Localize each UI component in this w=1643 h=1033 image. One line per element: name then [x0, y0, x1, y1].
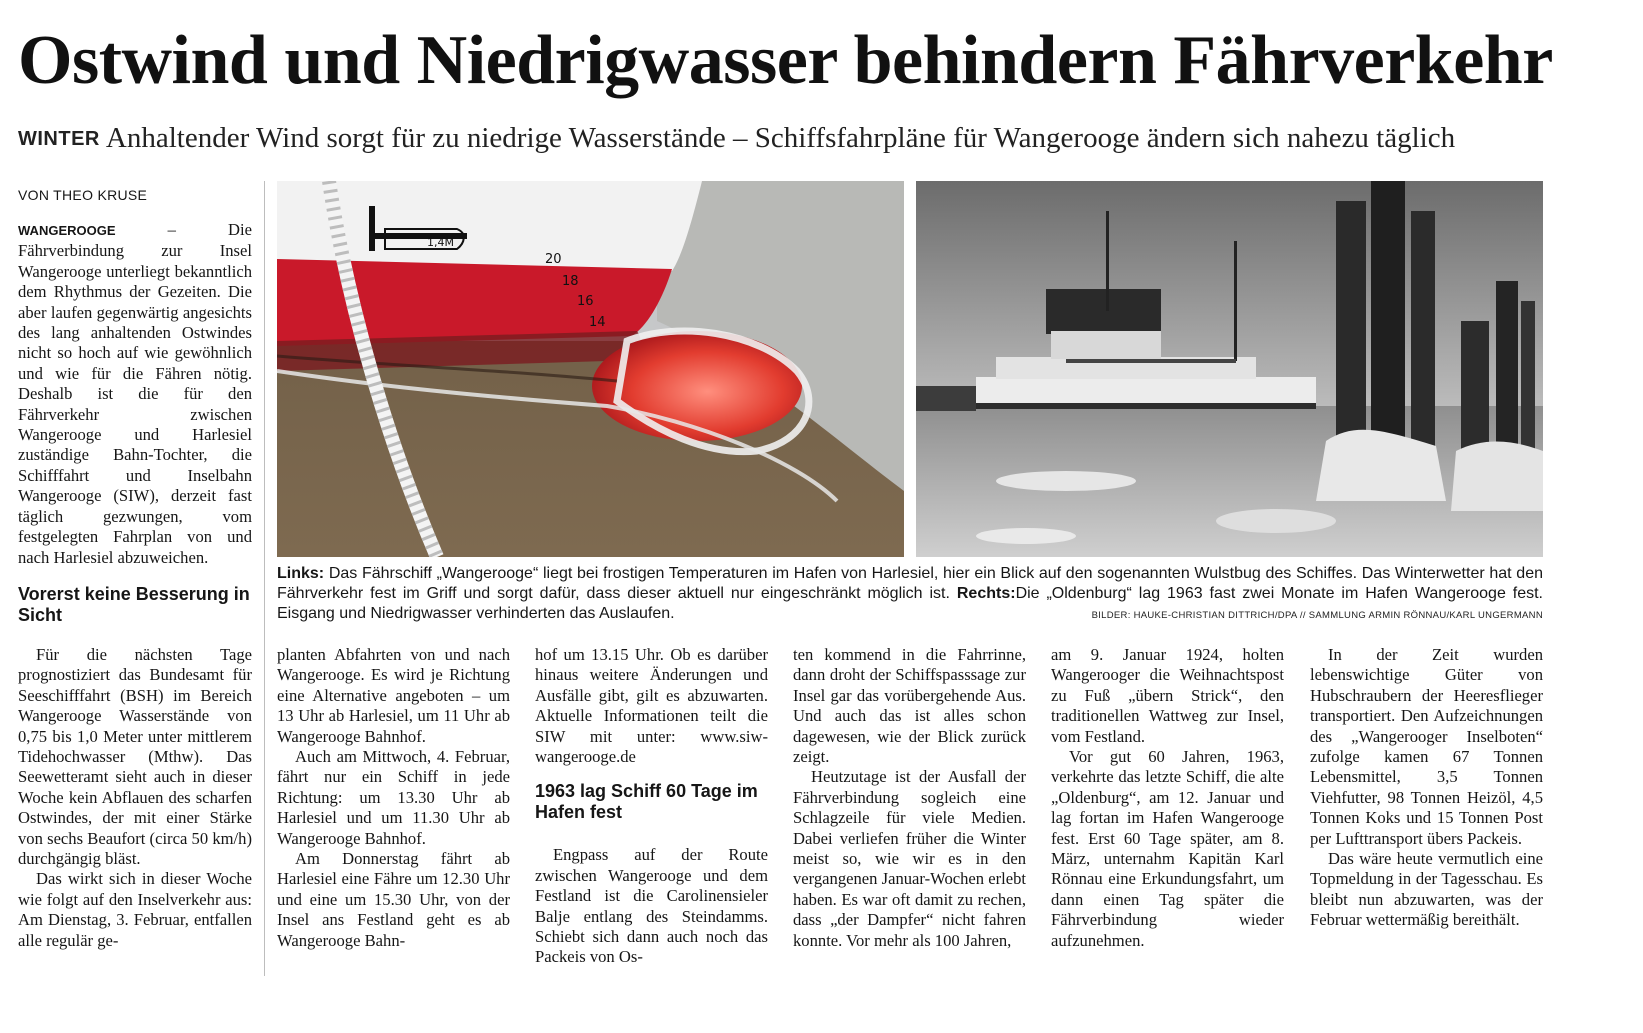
column-rule — [264, 640, 265, 975]
draft-number-14: 14 — [589, 315, 606, 330]
body-column-6 — [1310, 645, 1543, 931]
draft-number-20: 20 — [545, 252, 562, 267]
paragraph: In der Zeit wurden lebenswichtige Güter von Hubschraubern der Heeresflieger transportiert. Den Aufzeichnungen des „Wangerooger Inselboten“ zufolge kamen 67 Tonnen Lebensmittel, 3,5 Tonnen Viehfutter, 98 Tonnen Heizöl, 4,5 Tonnen Koks und 15 Tonnen Post per Lufttransport übers Packeis. — [1310, 645, 1543, 848]
body-column-4 — [793, 645, 1026, 951]
byline: VON THEO KRUSE — [18, 187, 148, 203]
paragraph: ten kommend in die Fahrrinne, dann droht der Schiffspasssage zur Insel gar das vorübergehende Aus. Und auch das ist alles schon dagewesen, wie der Blick zurück zeigt. — [793, 645, 1026, 767]
body-column-5 — [1051, 645, 1284, 951]
body-column-2 — [277, 645, 510, 951]
paragraph: Heutzutage ist der Ausfall der Fährverbindung sogleich eine Schlagzeile für viele Medien. Dabei verliefen früher die Winter meist so, wie wir es in den vergangenen Januar-Wochen erlebt haben. Es war oft damit zu rechen, dass „der Dampfer“ nicht fahren konnte. Vor mehr als 100 Jahren, — [793, 767, 1026, 950]
caption-rechts-label: Rechts: — [956, 585, 1016, 602]
intro-text: – Die Fährverbindung zur Insel Wangerooge unterliegt bekanntlich dem Rhythmus der Gezeiten. Die aber laufen gegenwärtig angesichts des lang anhaltenden Ostwindes nicht so hoch auf wie gewöhnlich und wie für die Fähren nötig. Deshalb ist die für den Fährverkehr zwischen Wangerooge und Harlesiel zuständige Bahn-Tochter, die Schifffahrt und Inselbahn Wangerooge (SIW), derzeit fast täglich gezwungen, vom festgelegten Fahrplan von und nach Harlesiel abzuweichen. — [18, 220, 252, 567]
paragraph: Am Donnerstag fährt ab Harlesiel eine Fähre um 12.30 Uhr und eine um 15.30 Uhr, von der Insel ans Festland geht es ab Wangerooge Bahn- — [277, 849, 510, 950]
paragraph: Vor gut 60 Jahren, 1963, verkehrte das letzte Schiff, die alte „Oldenburg“, am 12. Januar und lag fortan im Hafen Wangerooge fest. Erst 60 Tage später, am 8. März, unternahm Kapitän Karl Rönnau eine Erkundungsfahrt, um dann einen Tag später die Fährverbindung wieder aufzunehmen. — [1051, 747, 1284, 950]
subhead-vorerst: Vorerst keine Besserung in Sicht — [18, 583, 250, 625]
kicker: WINTER — [18, 128, 100, 150]
photo-credit: BILDER: HAUKE-CHRISTIAN DITTRICH/DPA // SAMMLUNG ARMIN RÖNNAU/KARL UNGERMANN — [1091, 610, 1543, 621]
paragraph: Auch am Mittwoch, 4. Februar, fährt nur ein Schiff in jede Richtung: um 13.30 Uhr ab Harlesiel und um 11.30 Uhr ab Wangerooge Bahnhof. — [277, 747, 510, 848]
subline-text: Anhaltender Wind sorgt für zu niedrige Wasserstände – Schiffsfahrpläne für Wangerooge ändern sich nahezu täglich — [105, 122, 1456, 154]
photo-ferry-bow — [277, 181, 904, 557]
subline — [18, 120, 1628, 157]
paragraph: hof um 13.15 Uhr. Ob es darüber hinaus weitere Änderungen und Ausfälle gibt, gilt es abzuwarten. Aktuelle Informationen teilt die SIW mit unter: www.siw-wangerooge.de — [535, 645, 768, 767]
intro-column — [18, 220, 252, 626]
caption-rechts-text: Die „Oldenburg“ lag 1963 fast zwei Monate im Hafen Wangerooge fest. Eisgang und Niedrigwasser verhinderten das Auslaufen. — [277, 585, 1544, 622]
paragraph: Für die nächsten Tage prognostiziert das Bundesamt für Seeschifffahrt (BSH) im Bereich Wangerooge Wasserstände von 0,75 bis 1,0 Meter unter mittlerem Tidehochwasser (Mthw). Das Seewetteramt sieht auch in dieser Woche kein Abflauen des scharfen Ostwindes, der mit einer Stärke von sechs Beaufort (circa 50 km/h) durchgängig bläst. — [18, 645, 252, 869]
oldenburg-image — [916, 181, 1543, 557]
intro-paragraph — [18, 220, 252, 568]
ferry-bow-image — [277, 181, 904, 557]
body-column-1 — [18, 645, 252, 951]
caption-links-label: Links: — [277, 565, 325, 582]
paragraph: planten Abfahrten von und nach Wangerooge. Es wird je Richtung eine Alternative angeboten – um 13 Uhr ab Harlesiel, um 11 Uhr ab Wangerooge Bahnhof. — [277, 645, 510, 746]
paragraph: Engpass auf der Route zwischen Wangerooge und dem Festland ist die Carolinensieler Balje entlang des Steindamms. Schiebt sich dann auch noch das Packeis von Os- — [535, 845, 768, 967]
draft-number-18: 18 — [562, 274, 579, 289]
photo-oldenburg-1963 — [916, 181, 1543, 557]
headline: Ostwind und Niedrigwasser behindern Fährverkehr — [18, 22, 1553, 99]
paragraph: Das wäre heute vermutlich eine Topmeldung in der Tagesschau. Es bleibt nun abzuwarten, was der Februar wettermäßig bereithält. — [1310, 849, 1543, 930]
paragraph: am 9. Januar 1924, holten Wangerooger die Weihnachtspost zu Fuß „übern Strick“, den traditionellen Wattweg zur Insel, vom Festland. — [1051, 645, 1284, 746]
caption-links-text: Das Fährschiff „Wangerooge“ liegt bei frostigen Temperaturen im Hafen von Harlesiel, hier ein Blick auf den sogenannten Wulstbug des Schiffes. Das Winterwetter hat den Fährverkehr fest im Griff und sorgt dafür, dass dieser aktuell nur eingeschränkt möglich ist. — [277, 565, 1543, 602]
paragraph: Das wirkt sich in dieser Woche wie folgt auf den Inselverkehr aus: Am Dienstag, 3. Februar, entfallen alle regulär ge- — [18, 869, 252, 950]
subhead-1963: 1963 lag Schiff 60 Tage im Hafen fest — [535, 781, 758, 823]
dateline: WANGEROOGE — [18, 223, 116, 238]
body-column-3 — [535, 645, 768, 968]
draft-number-16: 16 — [577, 294, 594, 309]
draft-mark: 1,4M — [427, 236, 454, 249]
